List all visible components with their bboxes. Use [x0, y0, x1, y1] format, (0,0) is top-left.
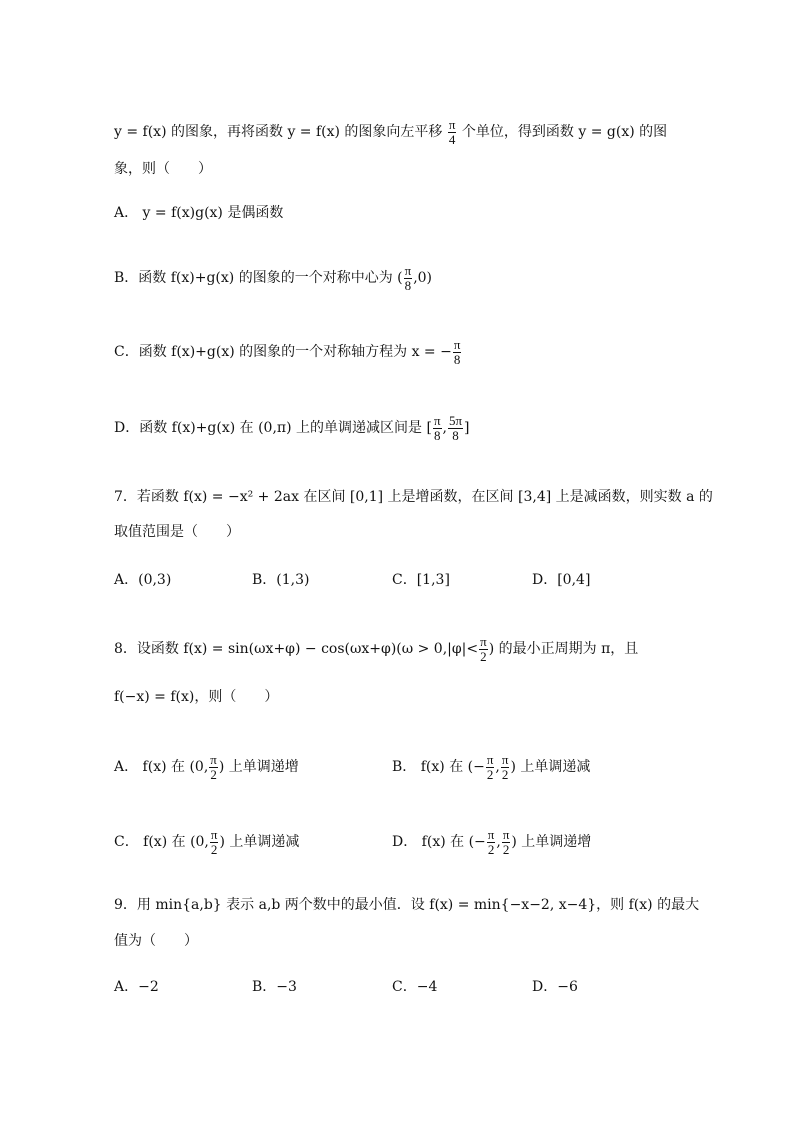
q6-option-b[interactable]: B．函数 f(x)+g(x) 的图象的一个对称中心为 ( $\frac{\pi}{8}$ ,0): [114, 263, 433, 293]
q8-stem-line1: 8．设函数 f(x) = sin(ωx+φ) − cos(ωx+φ)(ω > 0,|φ|< $\frac{\pi}{2}$ ) 的最小正周期为 π，且: [114, 634, 639, 664]
q6-option-a[interactable]: A． y = f(x)g(x) 是偶函数: [114, 205, 284, 221]
q6-stem-part-b: 个单位，得到函数 y = g(x) 的图: [461, 124, 668, 141]
q9-stem-line1: 9．用 min{a,b} 表示 a,b 两个数中的最小值．设 f(x) = min{−x−2, x−4}，则 f(x) 的最大: [114, 897, 700, 913]
q9-option-a[interactable]: A．−2: [114, 979, 159, 995]
q8-option-c[interactable]: C． f(x) 在 (0, $\frac{\pi}{2}$ ) 上单调递减: [114, 827, 300, 857]
q9-option-b[interactable]: B．−3: [252, 979, 297, 995]
q6-stem-line1: [114, 118, 667, 146]
q9-stem-line2: 值为（ ）: [114, 933, 198, 949]
q8-option-b-fraction-2: $\frac{\pi}{2}$: [501, 752, 509, 782]
q8-option-d[interactable]: D． f(x) 在 (− $\frac{\pi}{2}$ , $\frac{\pi}{2}$ ) 上单调递增: [392, 827, 592, 857]
q8-fraction: $\frac{\pi}{2}$: [480, 634, 487, 664]
q8-option-a-fraction: $\frac{\pi}{2}$: [210, 752, 217, 782]
q6-option-d-fraction-1: $\frac{\pi}{8}$: [433, 413, 441, 443]
q7-option-d[interactable]: D．[0,4]: [532, 572, 591, 588]
q8-option-c-fraction: $\frac{\pi}{2}$: [210, 827, 218, 857]
q7-option-b[interactable]: B．(1,3): [252, 572, 310, 588]
q9-option-c[interactable]: C．−4: [392, 979, 438, 995]
q8-option-d-fraction-2: $\frac{\pi}{2}$: [502, 827, 510, 857]
q8-option-a[interactable]: A． f(x) 在 (0, $\frac{\pi}{2}$ ) 上单调递增: [114, 752, 299, 782]
q6-stem-part-a: y = f(x) 的图象，再将函数 y = f(x) 的图象向左平移: [114, 124, 443, 141]
q6-option-c[interactable]: C．函数 f(x)+g(x) 的图象的一个对称轴方程为 x = − $\frac{\pi}{8}$: [114, 337, 461, 367]
q6-fraction: $\frac{\pi}{4}$: [448, 117, 456, 147]
q8-option-d-fraction-1: $\frac{\pi}{2}$: [487, 827, 495, 857]
q6-stem-line2: 象，则（ ）: [114, 161, 212, 177]
q7-stem-line2: 取值范围是（ ）: [114, 524, 240, 540]
q7-option-a[interactable]: A．(0,3): [114, 572, 172, 588]
q8-option-b-fraction-1: $\frac{\pi}{2}$: [486, 752, 494, 782]
q6-option-c-fraction: $\frac{\pi}{8}$: [453, 337, 461, 367]
q6-option-d-fraction-2: $\frac{5\pi}{8}$: [448, 413, 463, 443]
q6-option-b-fraction: $\frac{\pi}{8}$: [404, 263, 412, 293]
q6-option-d[interactable]: D．函数 f(x)+g(x) 在 (0,π) 上的单调递减区间是 [ $\frac{\pi}{8}$ , $\frac{5\pi}{8}$ ]: [114, 413, 470, 443]
q7-option-c[interactable]: C．[1,3]: [392, 572, 450, 588]
q9-option-d[interactable]: D．−6: [532, 979, 578, 995]
q7-stem-line1: 7．若函数 f(x) = −x² + 2ax 在区间 [0,1] 上是增函数，在区间 [3,4] 上是减函数，则实数 a 的: [114, 489, 713, 505]
q8-option-b[interactable]: B． f(x) 在 (− $\frac{\pi}{2}$ , $\frac{\pi}{2}$ ) 上单调递减: [392, 752, 591, 782]
q8-stem-line2: f(−x) = f(x)，则（ ）: [114, 689, 279, 705]
